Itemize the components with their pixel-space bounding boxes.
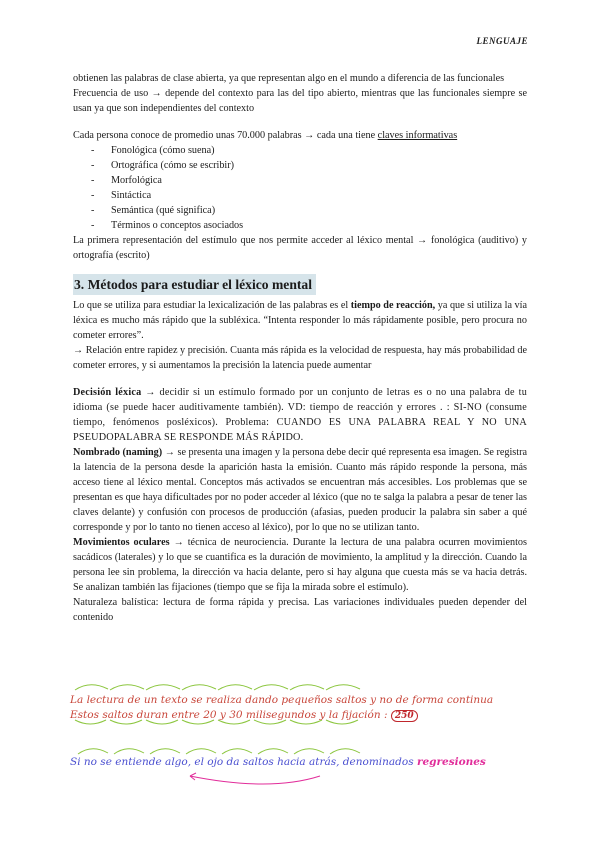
arrow <box>294 749 324 754</box>
text-span: Estos saltos duran entre 20 y 30 milisegundos y la fijación : <box>70 709 388 721</box>
bold-term: tiempo de reacción, <box>350 300 436 311</box>
list-item: - Morfológica <box>91 173 527 188</box>
paragraph-naming <box>73 445 527 535</box>
handwritten-line <box>70 709 418 721</box>
paragraph <box>73 298 527 343</box>
text-span: → técnica de neurociencia. Durante la lectura de una palabra ocurren movimientos sacádicos (laterales) y lo que se cuantifica es la duración de movimiento, la amplitud y la dirección. Cuando la persona lee sin problema, la dirección va hacia delante, pero si hay alguna que cuesta más se va hacia detrás. Se analizan también las fijaciones (tiempo que se fija la mirada sobre el estímulo). <box>73 537 527 593</box>
info-keys-list <box>73 143 527 233</box>
arrow <box>114 749 144 754</box>
arrow <box>186 749 216 754</box>
handwritten-line: La lectura de un texto se realiza dando pequeños saltos y no de forma continua <box>70 694 494 706</box>
list-item: - Ortográfica (cómo se escribir) <box>91 158 527 173</box>
text-span: → decidir si un estímulo formado por un conjunto de letras es o no una palabra de tu idioma (se puede hacer auditivamente también). VD: tiempo de reacción y errores . : SI-NO (consume tiempo, fenómenos posléxicos). Problema: CUANDO ES UNA PALABRA REAL Y NO UNA PSEUDOPALABRA SE RESPONDE MÁS RÁPIDO. <box>73 387 527 443</box>
arrow <box>258 749 288 754</box>
arrow <box>290 685 324 690</box>
underlined-term: claves informativas <box>377 130 458 141</box>
bold-term: Decisión léxica <box>73 387 142 398</box>
regressions-term: regresiones <box>416 756 486 768</box>
paragraph-decision <box>73 385 527 445</box>
arrow <box>150 749 180 754</box>
bold-term: Movimientos oculares <box>73 537 170 548</box>
paragraph: Naturaleza balística: lectura de forma rápida y precisa. Las variaciones individuales pueden depender del contenido <box>73 597 527 623</box>
arrow <box>110 685 144 690</box>
paragraph: Frecuencia de uso → depende del contexto para las del tipo abierto, mientras que las funcionales siempre se usan ya que son independientes del contexto <box>73 88 527 114</box>
text-span: → se presenta una imagen y la persona debe decir qué representa esa imagen. Se registra la latencia de la persona desde la aparición hasta la emisión. Cuanto más rápido responde la persona, más acceso tiene al léxico mental. Conceptos más activados se encuentran más accesibles. Los problemas que se presentan es que haya dificultades por no poder acceder al léxico (que no te salga la palabra a pesar de tener las claves delante) y confusión con procesos de producción (afasias, pueden producir la palabra sin saber a qué corresponde y por lo tanto no tienen acceso al léxico), por lo que no se utilizan tanto. <box>73 447 527 533</box>
bold-term: Nombrado (naming) <box>73 447 163 458</box>
arrow <box>146 685 180 690</box>
arrow <box>218 685 252 690</box>
paragraph <box>73 128 527 143</box>
arrow <box>182 685 216 690</box>
arrow <box>75 685 108 690</box>
paragraph: La primera representación del estímulo que nos permite acceder al léxico mental → fonológica (auditivo) y ortografía (escrito) <box>73 235 527 261</box>
arrow <box>254 685 288 690</box>
page-header: LENGUAJE <box>476 36 528 46</box>
handwritten-figure <box>70 680 494 798</box>
text-span: Si no se entiende algo, el ojo da saltos hacia atrás, denominados <box>70 756 417 768</box>
document-body <box>73 71 527 625</box>
arrow <box>326 685 360 690</box>
paragraph: obtienen las palabras de clase abierta, ya que representan algo en el mundo a diferencia de las funcionales <box>73 73 505 84</box>
handwritten-line <box>70 756 486 768</box>
arrow <box>78 749 108 754</box>
list-item: - Semántica (qué significa) <box>91 203 527 218</box>
text-span: ya que si utiliza la vía léxica es mucho más rápido que la subléxica. “Intenta responder lo más rápidamente posible, pero procura no cometer errores”. <box>73 300 527 341</box>
paragraph-eye <box>73 535 527 595</box>
list-item: - Sintáctica <box>91 188 527 203</box>
list-item: - Fonológica (cómo suena) <box>91 143 527 158</box>
paragraph: → Relación entre rapidez y precisión. Cuanta más rápida es la velocidad de respuesta, hay más probabilidad de cometer errores, y si aumentamos la precisión la latencia puede aumentar <box>73 345 527 371</box>
arrow <box>330 749 360 754</box>
list-item: - Términos o conceptos asociados <box>91 218 527 233</box>
regression-arrow <box>190 776 320 784</box>
section-heading: 3. Métodos para estudiar el léxico mental <box>73 274 316 295</box>
arrow <box>222 749 252 754</box>
text-span: Lo que se utiliza para estudiar la lexicalización de las palabras es el <box>73 300 351 311</box>
fixation-number: 250 <box>391 710 418 722</box>
text-span: Cada persona conoce de promedio unas 70.000 palabras → cada una tiene <box>73 130 378 141</box>
